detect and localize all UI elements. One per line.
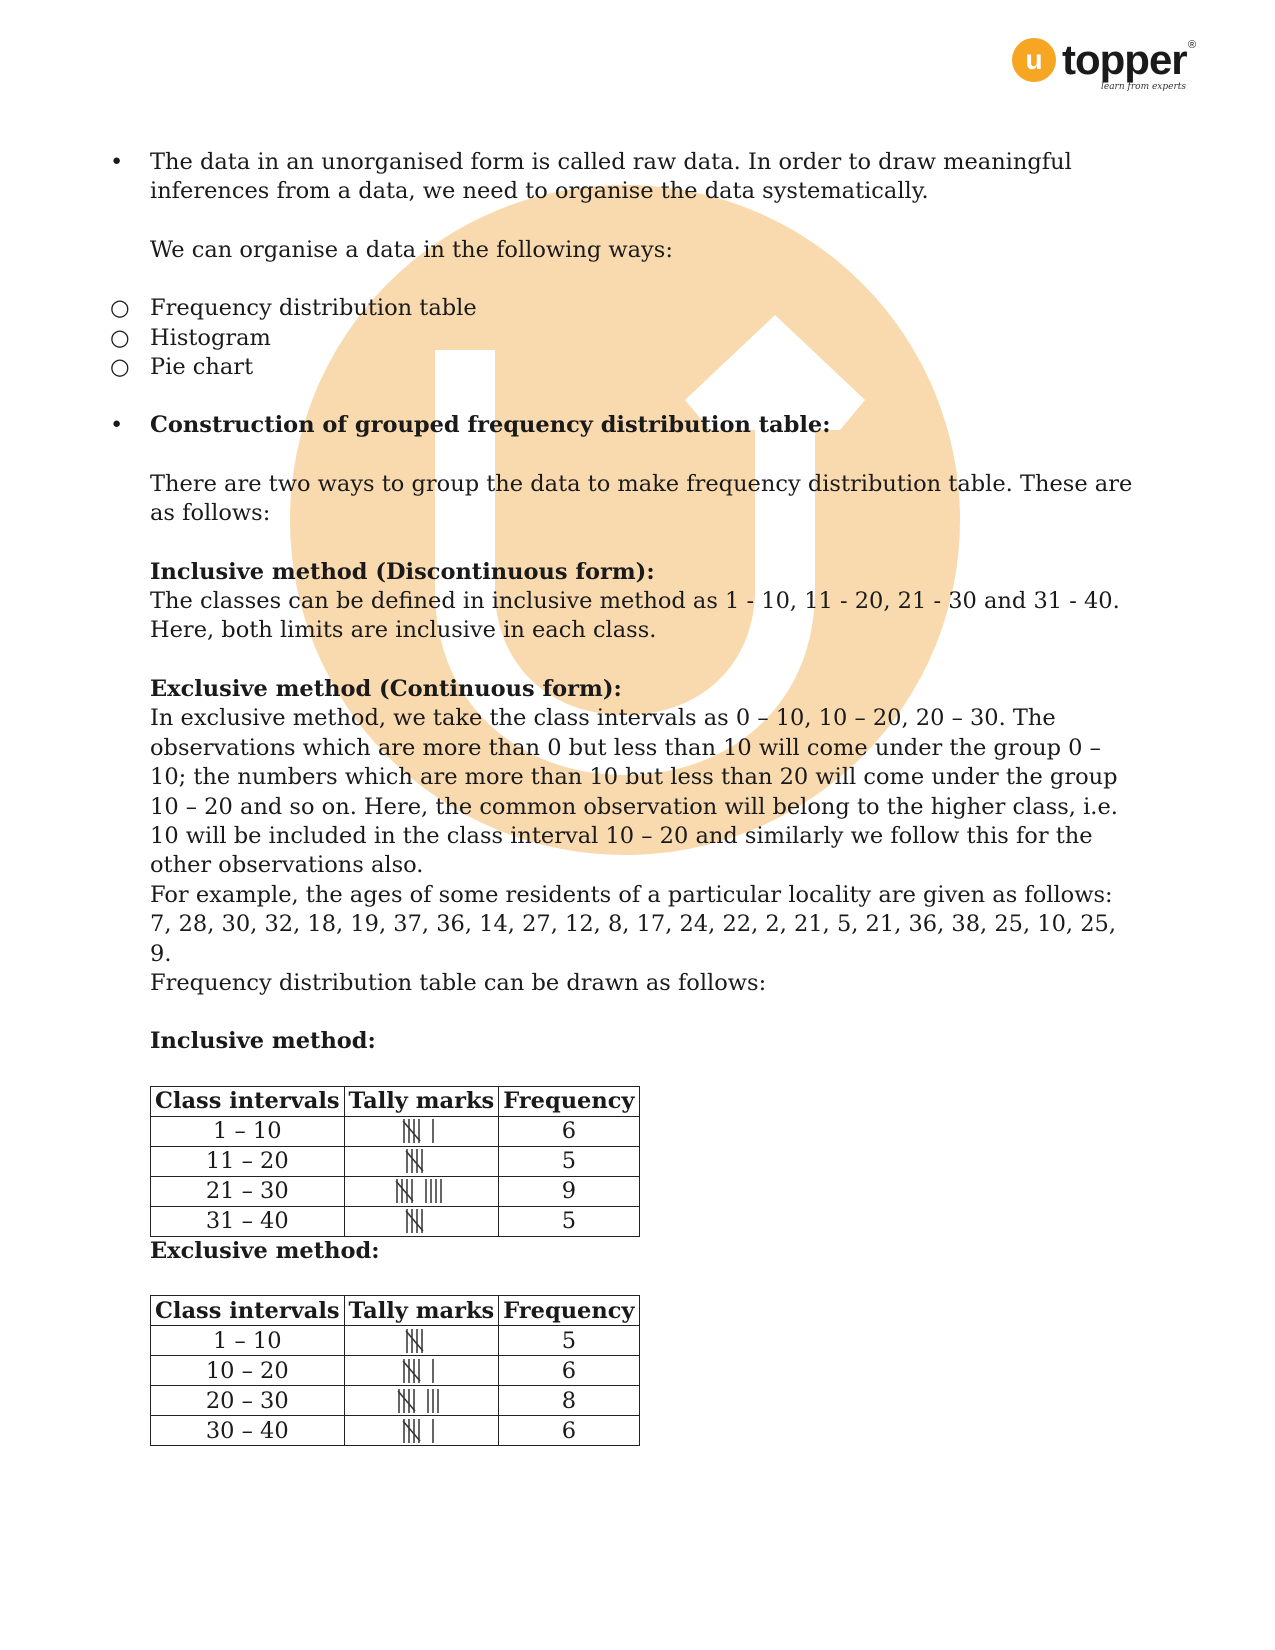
tally-strike xyxy=(398,1391,415,1411)
frequency-cell: 6 xyxy=(499,1356,639,1386)
tally-marks-icon xyxy=(395,1177,448,1205)
inclusive-method-heading: Inclusive method (Discontinuous form): xyxy=(150,558,655,585)
table-header-row xyxy=(151,1296,640,1326)
tally-marks-icon xyxy=(402,1357,440,1385)
table-row xyxy=(151,1326,640,1356)
class-interval-cell: 1 – 10 xyxy=(151,1326,345,1356)
class-interval-cell: 1 – 10 xyxy=(151,1116,345,1146)
frequency-cell: 9 xyxy=(499,1176,639,1206)
logo-badge-letter: u xyxy=(1025,44,1043,75)
header-tally-marks: Tally marks xyxy=(344,1296,499,1326)
tally-strike xyxy=(396,1181,413,1201)
frequency-cell: 6 xyxy=(499,1416,639,1446)
tally-marks-cell xyxy=(344,1386,499,1416)
tally-strike xyxy=(406,1151,423,1171)
exclusive-method-heading: Exclusive method (Continuous form): xyxy=(150,675,622,702)
header-frequency: Frequency xyxy=(499,1296,639,1326)
tally-marks-icon xyxy=(402,1417,440,1445)
tally-strike xyxy=(403,1121,420,1141)
bullet-circle-icon: ○ xyxy=(110,354,130,381)
tally-marks-cell xyxy=(344,1416,499,1446)
table-row xyxy=(151,1116,640,1146)
table-row xyxy=(151,1356,640,1386)
class-interval-cell: 21 – 30 xyxy=(151,1176,345,1206)
table-row xyxy=(151,1386,640,1416)
tally-marks-cell xyxy=(344,1356,499,1386)
tally-marks-icon xyxy=(405,1327,438,1355)
tally-marks-cell xyxy=(344,1176,499,1206)
construction-paragraph: There are two ways to group the data to make frequency distribution table. These are as follows: xyxy=(150,470,1133,527)
intro-paragraph: The data in an unorganised form is called raw data. In order to draw meaningful inferences from a data, we need to organise the data systematically. xyxy=(150,149,1072,205)
frequency-cell: 5 xyxy=(499,1206,639,1236)
tally-marks-icon xyxy=(402,1117,440,1145)
inclusive-method-text: The classes can be defined in inclusive method as 1 - 10, 11 - 20, 21 - 30 and 31 - 40. Here, both limits are inclusive in each class. xyxy=(150,588,1120,644)
intro-bullet xyxy=(110,148,1140,207)
frequency-cell: 6 xyxy=(499,1116,639,1146)
tally-marks-icon xyxy=(405,1207,438,1235)
class-interval-cell: 11 – 20 xyxy=(151,1146,345,1176)
bullet-dot-icon: • xyxy=(110,149,124,175)
exclusive-table-heading: Exclusive method: xyxy=(150,1237,380,1264)
bullet-circle-icon: ○ xyxy=(110,295,130,322)
tally-strike xyxy=(403,1361,420,1381)
table-intro-text: Frequency distribution table can be drawn as follows: xyxy=(150,969,767,996)
tally-strike xyxy=(406,1331,423,1351)
example-data-values: 7, 28, 30, 32, 18, 19, 37, 36, 14, 27, 12, 8, 17, 24, 22, 2, 21, 5, 21, 36, 38, 25, 10, 25, 9. xyxy=(150,911,1117,967)
ways-list-item: ○ Frequency distribution table xyxy=(110,294,1140,323)
brand-logo xyxy=(1010,36,1220,96)
table-row xyxy=(151,1176,640,1206)
bullet-circle-icon: ○ xyxy=(110,324,130,351)
header-tally-marks: Tally marks xyxy=(344,1086,499,1116)
tally-marks-icon xyxy=(397,1387,445,1415)
logo-wordmark: topper xyxy=(1062,36,1187,83)
class-interval-cell: 10 – 20 xyxy=(151,1356,345,1386)
class-interval-cell: 30 – 40 xyxy=(151,1416,345,1446)
header-class-intervals: Class intervals xyxy=(151,1296,345,1326)
tally-marks-cell xyxy=(344,1326,499,1356)
ways-list-item: ○ Histogram xyxy=(110,324,1140,353)
document-body xyxy=(110,148,1140,1446)
tally-marks-cell xyxy=(344,1146,499,1176)
exclusive-method-text: In exclusive method, we take the class intervals as 0 – 10, 10 – 20, 20 – 30. The observations which are more than 0 but less than 10 will come under the group 0 – 10; the numbers which are more than 10 but less than 20 will come under the group 10 – 20 and so on. Here, the common observation will belong to the higher class, i.e. 10 will be included in the class interval 10 – 20 and similarly we follow this for the other observations also. xyxy=(150,705,1118,879)
logo-registered-mark: ® xyxy=(1188,39,1197,51)
tally-marks-icon xyxy=(405,1147,438,1175)
frequency-cell: 8 xyxy=(499,1386,639,1416)
class-interval-cell: 31 – 40 xyxy=(151,1206,345,1236)
header-class-intervals: Class intervals xyxy=(151,1086,345,1116)
table-header-row xyxy=(151,1086,640,1116)
inclusive-table-heading: Inclusive method: xyxy=(150,1028,376,1055)
intro-ways-sentence: We can organise a data in the following ways: xyxy=(150,236,673,263)
exclusive-frequency-table xyxy=(150,1295,640,1446)
inclusive-frequency-table xyxy=(150,1086,640,1237)
table-row xyxy=(151,1416,640,1446)
construction-bullet xyxy=(110,411,1140,440)
tally-marks-cell xyxy=(344,1116,499,1146)
frequency-cell: 5 xyxy=(499,1326,639,1356)
bullet-dot-icon: • xyxy=(110,412,124,439)
example-text: For example, the ages of some residents of a particular locality are given as follows: xyxy=(150,881,1113,908)
tally-marks-cell xyxy=(344,1206,499,1236)
table-row xyxy=(151,1206,640,1236)
ways-list-item: ○ Pie chart xyxy=(110,353,1140,382)
construction-heading: Construction of grouped frequency distribution table: xyxy=(150,412,831,439)
class-interval-cell: 20 – 30 xyxy=(151,1386,345,1416)
table-row xyxy=(151,1146,640,1176)
tally-strike xyxy=(406,1211,423,1231)
frequency-cell: 5 xyxy=(499,1146,639,1176)
header-frequency: Frequency xyxy=(499,1086,639,1116)
logo-tagline: learn from experts xyxy=(1100,82,1186,92)
tally-strike xyxy=(403,1421,420,1441)
